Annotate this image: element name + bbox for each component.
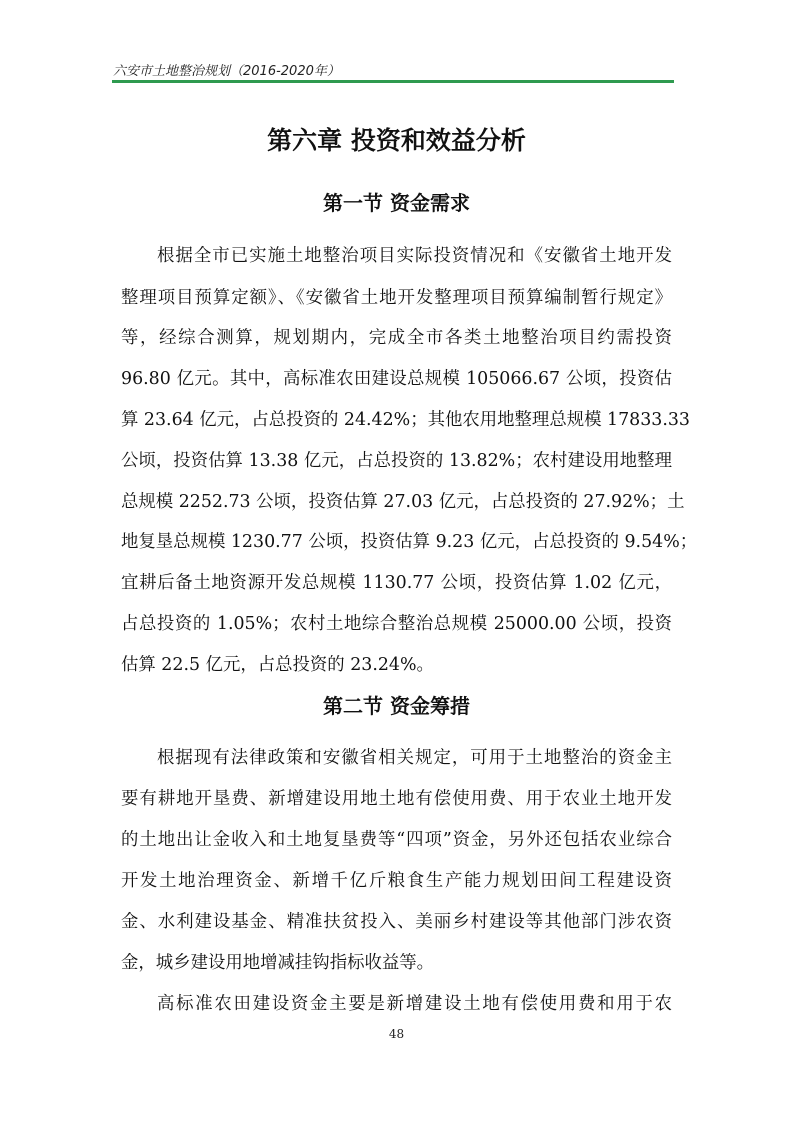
- paragraph-line: 要有耕地开垦费、新增建设用地土地有偿使用费、用于农业土地开发: [121, 789, 672, 809]
- paragraph-line: 算 23.64 亿元，占总投资的 24.42%；其他农用地整理总规模 17833.33: [121, 410, 691, 430]
- paragraph-line: 地复垦总规模 1230.77 公顷，投资估算 9.23 亿元，占总投资的 9.54%；: [121, 532, 698, 552]
- paragraph-line: 宜耕后备土地资源开发总规模 1130.77 公顷，投资估算 1.02 亿元，: [121, 573, 672, 593]
- paragraph-line: 96.80 亿元。其中，高标准农田建设总规模 105066.67 公顷，投资估: [121, 369, 672, 389]
- page-number: 48: [388, 1027, 405, 1041]
- header-rule: [112, 80, 674, 83]
- paragraph-line: 占总投资的 1.05%；农村土地综合整治总规模 25000.00 公顷，投资: [121, 614, 672, 634]
- chapter-title: 第六章 投资和效益分析: [267, 126, 526, 155]
- paragraph-line: 估算 22.5 亿元，占总投资的 23.24%。: [121, 655, 434, 675]
- running-header: 六安市土地整治规划（2016-2020年）: [113, 64, 340, 79]
- paragraph-line: 等，经综合测算，规划期内，完成全市各类土地整治项目约需投资: [121, 328, 672, 348]
- paragraph-line: 总规模 2252.73 公顷，投资估算 27.03 亿元，占总投资的 27.92%；土: [121, 492, 685, 512]
- paragraph-line: 整理项目预算定额》、《安徽省土地开发整理项目预算编制暂行规定》: [121, 288, 672, 308]
- paragraph-line: 金、水利建设基金、精准扶贫投入、美丽乡村建设等其他部门涉农资: [121, 912, 672, 932]
- section-title: 第二节 资金筹措: [323, 694, 470, 718]
- paragraph-line: 高标准农田建设资金主要是新增建设土地有偿使用费和用于农: [157, 994, 672, 1014]
- paragraph-line: 公顷，投资估算 13.38 亿元，占总投资的 13.82%；农村建设用地整理: [121, 451, 672, 471]
- section-title: 第一节 资金需求: [323, 191, 470, 215]
- paragraph-line: 根据现有法律政策和安徽省相关规定，可用于土地整治的资金主: [157, 748, 672, 768]
- paragraph-line: 金，城乡建设用地增减挂钩指标收益等。: [121, 953, 435, 973]
- paragraph-line: 的土地出让金收入和土地复垦费等“四项”资金，另外还包括农业综合: [121, 830, 672, 850]
- paragraph-line: 开发土地治理资金、新增千亿斤粮食生产能力规划田间工程建设资: [121, 871, 672, 891]
- paragraph-line: 根据全市已实施土地整治项目实际投资情况和《安徽省土地开发: [157, 246, 672, 266]
